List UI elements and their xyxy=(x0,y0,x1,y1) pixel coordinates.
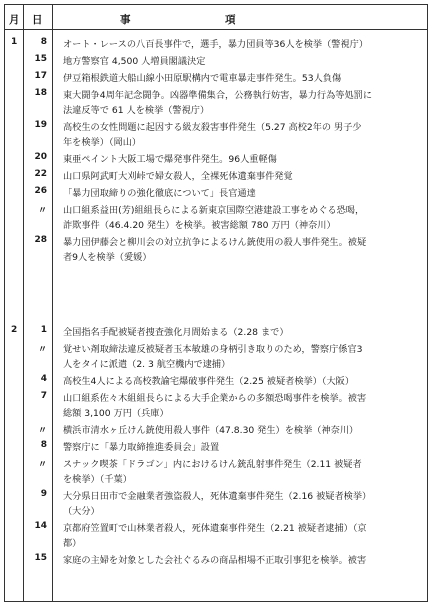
event-text xyxy=(63,186,423,201)
day-cell: 8 xyxy=(40,37,47,47)
event-line: 「暴力団取締りの強化徹底について」長官通達 xyxy=(63,188,256,199)
day-cell: 26 xyxy=(34,186,47,196)
event-line: 山口組系佐々木組組長らによる大手企業からの多額恐喝事件を検挙。被害 xyxy=(63,393,367,404)
entry-row xyxy=(5,374,427,389)
day-cell: 8 xyxy=(40,440,47,450)
entry-row xyxy=(5,186,427,201)
event-line: 京都府笠置町で山林業者殺人，死体遺棄事件発生（2.21 被疑者逮捕）（京 xyxy=(63,523,367,534)
entry-row xyxy=(5,37,427,52)
day-cell: 〃 xyxy=(37,426,47,436)
day-cell: 17 xyxy=(34,71,47,81)
event-line: 山口組系益田(芳)組組長らによる新東京国際空港建設工事をめぐる恐喝， xyxy=(63,205,365,216)
header-month: 月 xyxy=(9,14,22,26)
entry-row xyxy=(5,440,427,455)
entry-row xyxy=(5,325,427,340)
event-text xyxy=(63,440,423,455)
entry-row xyxy=(5,71,427,86)
event-text xyxy=(63,120,423,150)
entry-row xyxy=(5,152,427,167)
entry-row xyxy=(5,391,427,421)
event-text xyxy=(63,521,423,551)
entry-row xyxy=(5,553,427,568)
event-line: 東亜ペイント大阪工場で爆発事件発生。96人重軽傷 xyxy=(63,154,277,165)
event-line: 全国指名手配被疑者捜査強化月間始まる（2.28 まで） xyxy=(63,327,289,338)
header-day: 日 xyxy=(32,14,45,26)
event-text xyxy=(63,37,423,52)
day-cell: 4 xyxy=(40,374,47,384)
event-text xyxy=(63,342,423,372)
event-line: 法違反等で 61 人を検挙（警視庁） xyxy=(63,105,210,116)
header-rule xyxy=(5,29,427,30)
event-line: （大分） xyxy=(63,506,100,517)
event-line: 高校生4人による高校教諭宅爆破事件発生（2.25 被疑者検挙）（大阪） xyxy=(63,376,355,387)
entry-row xyxy=(5,521,427,551)
event-line: 家庭の主婦を対象とした会社ぐるみの商品相場不正取引事犯を検挙。被害 xyxy=(63,555,367,566)
day-cell: 19 xyxy=(34,120,47,130)
event-line: 覚せい剤取締法違反被疑者玉本敏雄の身柄引き取りのため，警察庁係官3 xyxy=(63,344,363,355)
event-text xyxy=(63,203,423,233)
event-text xyxy=(63,457,423,487)
event-line: 者9人を検挙（愛媛） xyxy=(63,252,152,263)
day-cell: 15 xyxy=(34,54,47,64)
month-cell: 1 xyxy=(11,37,18,47)
event-text xyxy=(63,423,423,438)
event-line: 総額 3,100 万円（兵庫） xyxy=(63,408,169,419)
day-cell: 18 xyxy=(34,88,47,98)
event-text xyxy=(63,489,423,519)
event-text xyxy=(63,88,423,118)
event-line: 都） xyxy=(63,538,82,549)
event-line: 東大闘争4周年記念闘争。凶器準備集合，公務執行妨害，暴力行為等処罰に xyxy=(63,90,373,101)
entry-row xyxy=(5,169,427,184)
entry-row xyxy=(5,489,427,519)
chronology-table xyxy=(4,4,428,602)
event-text xyxy=(63,325,423,340)
event-line: を検挙）（千葉） xyxy=(63,474,132,485)
entry-row xyxy=(5,457,427,487)
day-cell: 〃 xyxy=(37,345,47,355)
day-cell: 15 xyxy=(34,553,47,563)
event-line: 山口県阿武町大刈峠で婦女殺人，全裸死体遺棄事件発覚 xyxy=(63,171,293,182)
month-cell: 2 xyxy=(11,325,18,335)
day-cell: 9 xyxy=(40,489,47,499)
event-line: オート・レースの八百長事件で，選手，暴力団員等36人を検挙（警視庁） xyxy=(63,39,369,50)
event-text xyxy=(63,235,423,265)
day-cell: 7 xyxy=(40,391,47,401)
day-cell: 1 xyxy=(40,325,47,335)
entry-row xyxy=(5,423,427,438)
event-text xyxy=(63,374,423,389)
event-line: 大分県日田市で金融業者強盗殺人，死体遺棄事件発生（2.16 被疑者検挙） xyxy=(63,491,372,502)
event-text xyxy=(63,169,423,184)
event-line: 高校生の女性問題に起因する級友殺害事件発生（5.27 高校2年の 男子少 xyxy=(63,122,362,133)
day-cell: 28 xyxy=(34,235,47,245)
entry-row xyxy=(5,342,427,372)
day-cell: 〃 xyxy=(37,460,47,470)
event-text xyxy=(63,391,423,421)
day-cell: 22 xyxy=(34,169,47,179)
event-text xyxy=(63,71,423,86)
event-line: 伊豆箱根鉄道大船山線小田原駅構内で電車暴走事件発生。53人負傷 xyxy=(63,73,342,84)
event-text xyxy=(63,152,423,167)
event-text xyxy=(63,553,423,568)
event-line: 暴力団伊藤会と柳川会の対立抗争によるけん銃使用の殺人事件発生。被疑 xyxy=(63,237,367,248)
event-line: 警察庁に「暴力取締推進委員会」設置 xyxy=(63,442,220,453)
entry-row xyxy=(5,88,427,118)
day-cell: 20 xyxy=(34,152,47,162)
entry-row xyxy=(5,235,427,265)
event-line: 地方警察官 4,500 人増員閣議決定 xyxy=(63,56,206,67)
event-line: 人をタイに派遣（2. 3 航空機内で逮捕） xyxy=(63,359,231,370)
entry-row xyxy=(5,54,427,69)
event-line: スナック喫茶「ドラゴン」内におけるけん銃乱射事件発生（2.11 被疑者 xyxy=(63,459,362,470)
event-text xyxy=(63,54,423,69)
event-line: 詐欺事件（46.4.20 発生）を検挙。被害総額 780 万円（神奈川） xyxy=(63,220,336,231)
header-event: 事 項 xyxy=(120,14,236,26)
day-cell: 14 xyxy=(34,521,47,531)
event-line: 横浜市清水ヶ丘けん銃使用殺人事件（47.8.30 発生）を検挙（神奈川） xyxy=(63,425,359,436)
entry-row xyxy=(5,203,427,233)
day-cell: 〃 xyxy=(37,206,47,216)
event-line: 年を検挙）（岡山） xyxy=(63,137,142,148)
entry-row xyxy=(5,120,427,150)
